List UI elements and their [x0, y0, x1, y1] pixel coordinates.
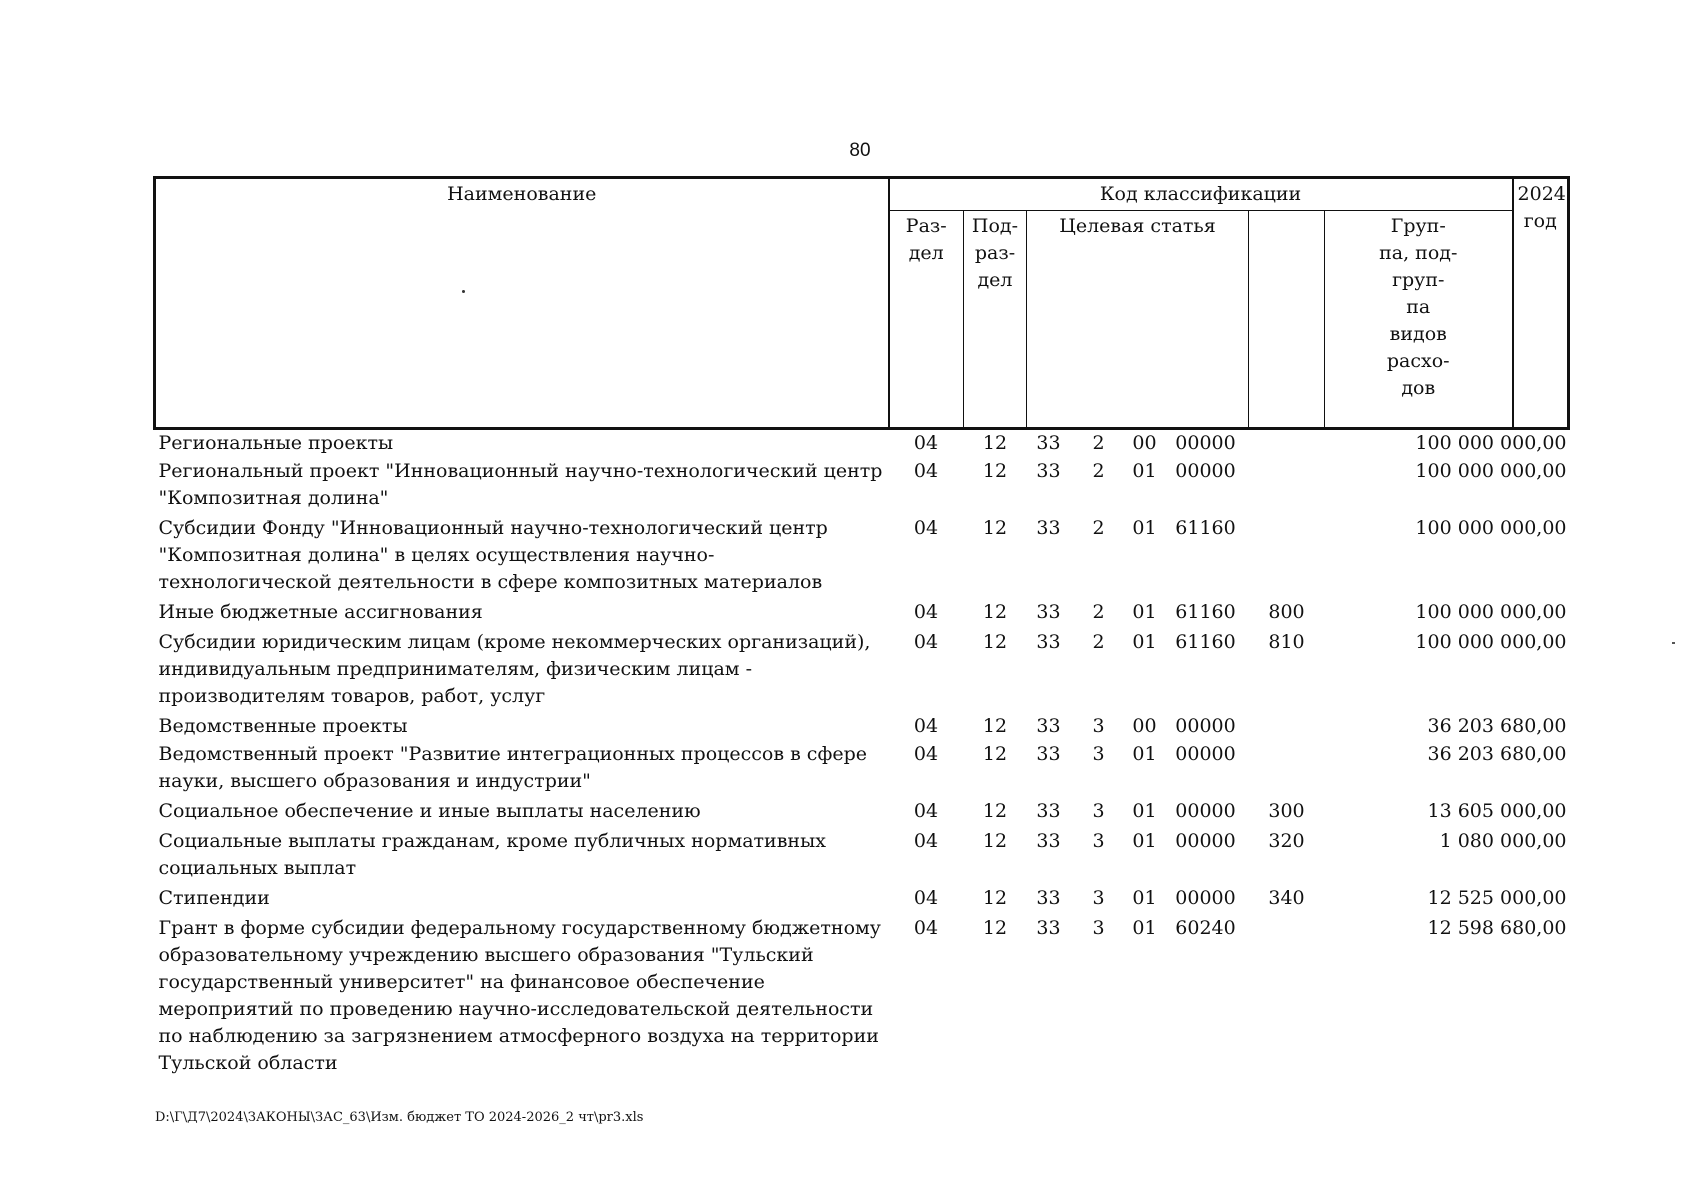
row-target-3: 01: [1132, 517, 1157, 539]
header-celevaya: Целевая статья: [1027, 211, 1249, 429]
row-amount: 100 000 000,00: [1415, 631, 1567, 653]
row-target-3: 01: [1132, 917, 1157, 939]
row-target-4: 00000: [1175, 715, 1236, 737]
row-target-1: 33: [1036, 460, 1061, 482]
row-podrazdel: 12: [982, 887, 1008, 909]
row-target-3: 01: [1132, 830, 1157, 852]
table-row: [155, 913, 1569, 1078]
header-razdel: [889, 211, 964, 429]
row-name: Региональный проект "Инновационный научно-технологический центр "Композитная долина": [158, 460, 883, 509]
row-target-4: 00000: [1175, 887, 1236, 909]
row-podrazdel: 12: [982, 517, 1008, 539]
row-razdel: 04: [913, 715, 939, 737]
row-group: 320: [1268, 830, 1305, 852]
header-podrazdel: [964, 211, 1027, 429]
row-name: Региональные проекты: [158, 432, 394, 454]
row-podrazdel: 12: [982, 917, 1008, 939]
row-target-2: 3: [1092, 917, 1105, 939]
row-target-1: 33: [1036, 800, 1061, 822]
row-amount: 100 000 000,00: [1415, 601, 1567, 623]
table-row: [155, 513, 1569, 597]
row-podrazdel: 12: [982, 830, 1008, 852]
header-name: Наименование: [155, 178, 889, 429]
table-row: [155, 711, 1569, 741]
header-gruppa-text: Груп- па, под- груп- па видов расхо- дов: [1379, 215, 1458, 399]
row-target-1: 33: [1036, 432, 1061, 454]
row-razdel: 04: [913, 830, 939, 852]
row-amount: 100 000 000,00: [1415, 517, 1567, 539]
row-amount: 100 000 000,00: [1415, 460, 1567, 482]
row-target-1: 33: [1036, 631, 1061, 653]
row-target-4: 00000: [1175, 743, 1236, 765]
header-razdel-text: Раз- дел: [905, 215, 947, 264]
row-target-3: 01: [1132, 460, 1157, 482]
row-target-2: 2: [1092, 460, 1105, 482]
row-target-4: 00000: [1175, 800, 1236, 822]
row-amount: 36 203 680,00: [1427, 743, 1567, 765]
row-group: 800: [1268, 601, 1305, 623]
row-amount: 12 525 000,00: [1427, 887, 1567, 909]
row-target-4: 61160: [1175, 517, 1236, 539]
row-amount: 13 605 000,00: [1427, 800, 1567, 822]
row-target-2: 3: [1092, 830, 1105, 852]
row-group: [1249, 711, 1325, 741]
row-amount: 100 000 000,00: [1415, 432, 1567, 454]
row-razdel: 04: [913, 887, 939, 909]
row-amount: 12 598 680,00: [1427, 917, 1567, 939]
budget-sheet: [153, 176, 1567, 1078]
row-target-4: 00000: [1175, 830, 1236, 852]
row-podrazdel: 12: [982, 715, 1008, 737]
row-target-2: 2: [1092, 517, 1105, 539]
row-target-2: 3: [1092, 743, 1105, 765]
row-name: Ведомственный проект "Развитие интеграционных процессов в сфере науки, высшего образования и индустрии": [158, 743, 867, 792]
budget-table: [153, 176, 1570, 1078]
row-target-2: 3: [1092, 800, 1105, 822]
row-group: [1249, 513, 1325, 597]
header-podrazdel-text: Под- раз- дел: [971, 215, 1019, 291]
table-row: [155, 429, 1569, 459]
row-group: [1249, 913, 1325, 1078]
row-razdel: 04: [913, 917, 939, 939]
row-target-1: 33: [1036, 830, 1061, 852]
row-target-2: 2: [1092, 432, 1105, 454]
row-target-2: 3: [1092, 715, 1105, 737]
row-target-1: 33: [1036, 601, 1061, 623]
row-razdel: 04: [913, 517, 939, 539]
table-row: [155, 826, 1569, 883]
row-group: [1249, 741, 1325, 796]
row-target-2: 2: [1092, 601, 1105, 623]
page-number: 80: [849, 140, 871, 161]
row-name: Ведомственные проекты: [158, 715, 408, 737]
row-target-3: 01: [1132, 631, 1157, 653]
table-row: [155, 597, 1569, 627]
stray-mark: [462, 290, 465, 293]
row-razdel: 04: [913, 432, 939, 454]
header-year: 2024 год: [1513, 178, 1569, 429]
table-row: [155, 458, 1569, 513]
row-podrazdel: 12: [982, 432, 1008, 454]
row-razdel: 04: [913, 601, 939, 623]
row-target-4: 00000: [1175, 432, 1236, 454]
row-podrazdel: 12: [982, 743, 1008, 765]
row-name: Социальные выплаты гражданам, кроме публичных нормативных социальных выплат: [158, 830, 826, 879]
row-name: Иные бюджетные ассигнования: [158, 601, 483, 623]
row-target-4: 00000: [1175, 460, 1236, 482]
row-podrazdel: 12: [982, 631, 1008, 653]
row-group: 810: [1268, 631, 1305, 653]
row-name: Субсидии Фонду "Инновационный научно-технологический центр "Композитная долина" в целях осуществления научно-технологической деятельности в сфере композитных материалов: [158, 517, 828, 593]
row-target-3: 01: [1132, 743, 1157, 765]
budget-rows: [155, 429, 1569, 1079]
row-amount: 36 203 680,00: [1427, 715, 1567, 737]
row-podrazdel: 12: [982, 601, 1008, 623]
row-target-3: 01: [1132, 601, 1157, 623]
stray-mark-right: [1672, 642, 1675, 644]
row-group: 340: [1268, 887, 1305, 909]
row-razdel: 04: [913, 631, 939, 653]
table-row: [155, 741, 1569, 796]
header-gruppa: [1325, 211, 1513, 429]
table-row: [155, 627, 1569, 711]
row-razdel: 04: [913, 800, 939, 822]
table-row: [155, 796, 1569, 826]
row-name: Субсидии юридическим лицам (кроме некоммерческих организаций), индивидуальным предпринимателям, физическим лицам - производителям товаров, работ, услуг: [158, 631, 871, 707]
row-group: [1249, 429, 1325, 459]
row-target-1: 33: [1036, 743, 1061, 765]
row-target-2: 3: [1092, 887, 1105, 909]
row-razdel: 04: [913, 743, 939, 765]
row-podrazdel: 12: [982, 800, 1008, 822]
row-target-1: 33: [1036, 517, 1061, 539]
row-target-4: 60240: [1175, 917, 1236, 939]
row-target-4: 61160: [1175, 601, 1236, 623]
table-row: [155, 883, 1569, 913]
row-amount: 1 080 000,00: [1439, 830, 1567, 852]
header-celevaya-tail: [1249, 211, 1325, 429]
row-podrazdel: 12: [982, 460, 1008, 482]
row-name: Социальное обеспечение и иные выплаты населению: [158, 800, 701, 822]
row-target-1: 33: [1036, 887, 1061, 909]
row-group: [1249, 458, 1325, 513]
row-group: 300: [1268, 800, 1305, 822]
footer-file-path: D:\Г\Д7\2024\ЗАКОНЫ\ЗАС_63\Изм. бюджет ТО 2024-2026_2 чт\pr3.xls: [155, 1110, 644, 1125]
row-target-1: 33: [1036, 917, 1061, 939]
row-target-3: 01: [1132, 887, 1157, 909]
header-code-group: Код классификации: [889, 178, 1513, 211]
row-target-3: 01: [1132, 800, 1157, 822]
row-target-2: 2: [1092, 631, 1105, 653]
row-name: Стипендии: [158, 887, 270, 909]
row-target-4: 61160: [1175, 631, 1236, 653]
row-target-3: 00: [1132, 715, 1157, 737]
row-razdel: 04: [913, 460, 939, 482]
row-name: Грант в форме субсидии федеральному государственному бюджетному образовательному учреждению высшего образования "Тульский государственный университет" на финансовое обеспечение мероприятий по проведению научно-исследовательской деятельности по наблюдению за загрязнением атмосферного воздуха на территории Тульской области: [158, 917, 881, 1074]
row-target-1: 33: [1036, 715, 1061, 737]
row-target-3: 00: [1132, 432, 1157, 454]
